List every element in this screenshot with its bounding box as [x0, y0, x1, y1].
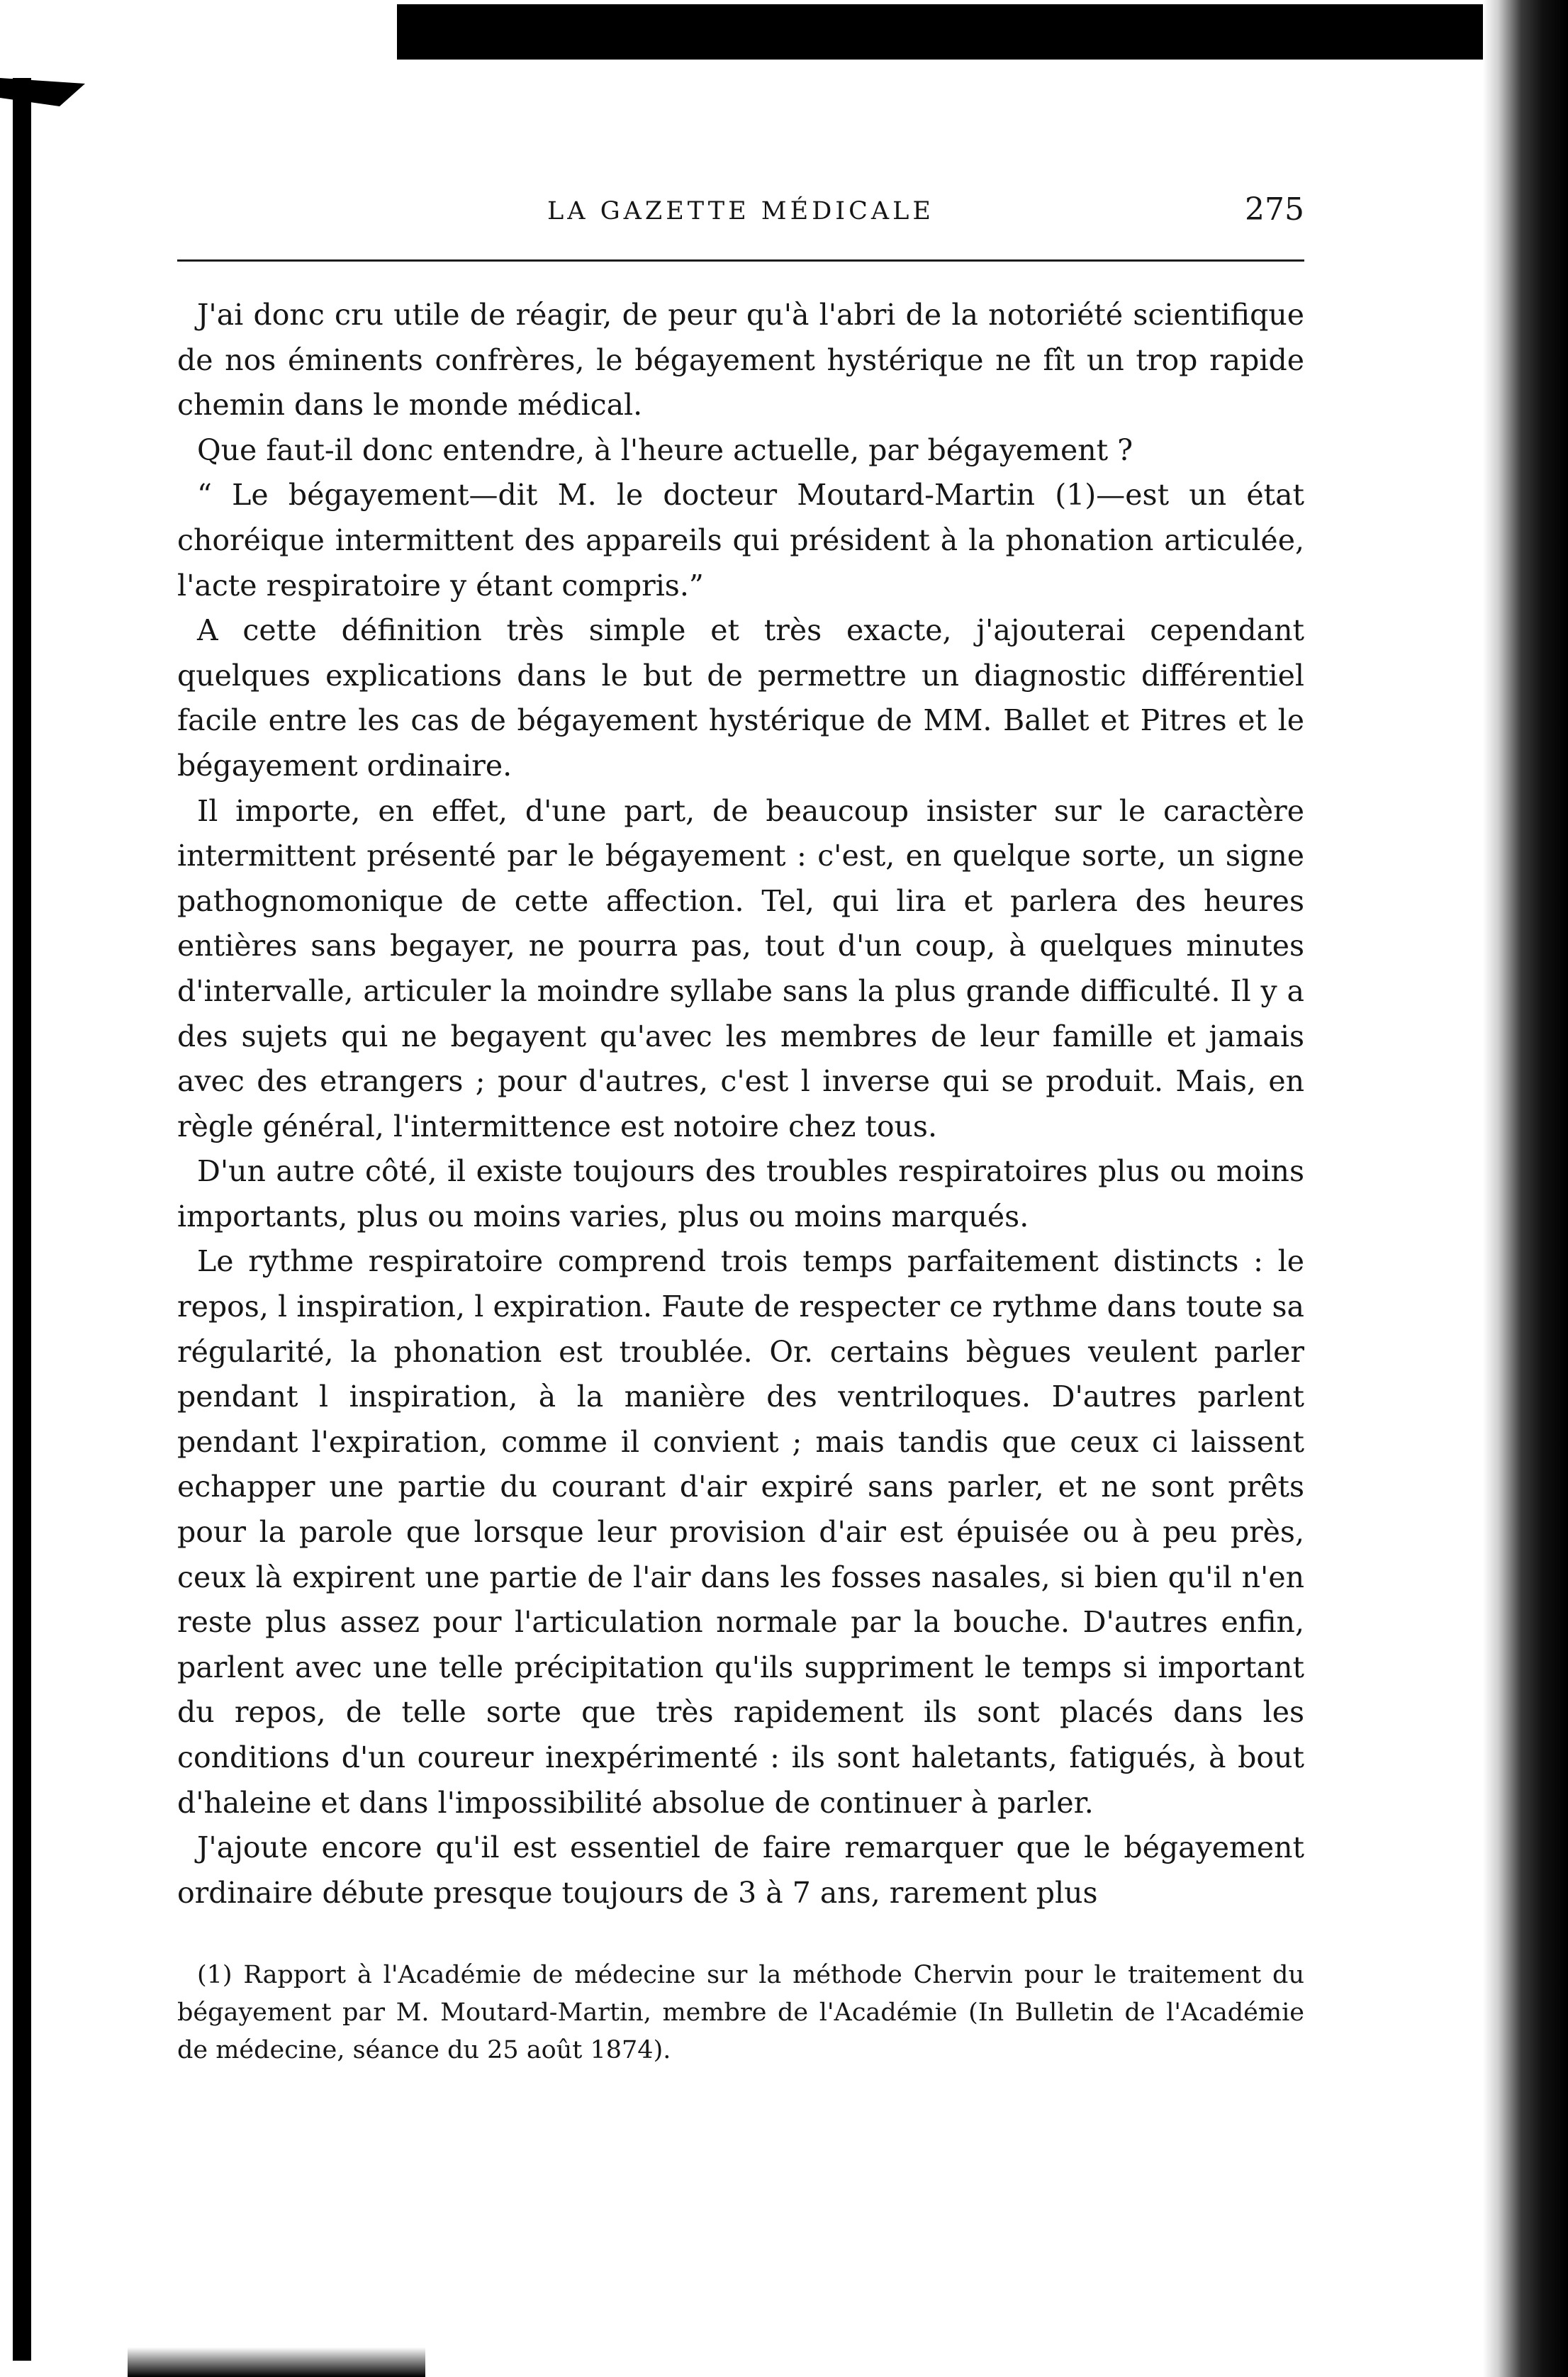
footnote: (1) Rapport à l'Académie de médecine sur la méthode Chervin pour le traitement du bégayement par M. Moutard-Martin, membre de l'Académie (In Bulletin de l'Académie de médecine, séance du 25 août 1874).	[177, 1961, 1304, 2065]
paragraph: A cette définition très simple et très exacte, j'ajouterai cependant quelques explications dans le but de permettre un diagnostic différentiel facile entre les cas de bégayement hystérique de MM. Ballet et Pitres et le bégayement ordinaire.	[177, 613, 1304, 783]
scan-border-bottom	[128, 2347, 425, 2377]
running-header	[177, 191, 1304, 241]
body-text	[177, 293, 1304, 1915]
paragraph: J'ajoute encore qu'il est essentiel de faire remarquer que le bégayement ordinaire débute presque toujours de 3 à 7 ans, rarement plus	[177, 1830, 1304, 1910]
scan-border-top	[397, 4, 1496, 60]
scan-border-right	[1483, 0, 1568, 2377]
paragraph: Le rythme respiratoire comprend trois temps parfaitement distincts : le repos, l inspiration, l expiration. Faute de respecter ce rythme dans toute sa régularité, la phonation est troublée. Or. certains bègues veulent parler pendant l inspiration, à la manière des ventriloques. D'autres parlent pendant l'expiration, comme il convient ; mais tandis que ceux ci laissent echapper une partie du courant d'air expiré sans parler, et ne sont prêts pour la parole que lorsque leur provision d'air est épuisée ou à peu près, ceux là expirent une partie de l'air dans les fosses nasales, si bien qu'il n'en reste plus assez pour l'articulation normale par la bouche. D'autres enfin, parlent avec une telle précipitation qu'ils suppriment le temps si important du repos, de telle sorte que très rapidement ils sont placés dans les conditions d'un coureur inexpérimenté : ils sont haletants, fatigués, à bout d'haleine et dans l'impossibilité absolue de continuer à parler.	[177, 1244, 1304, 1820]
footnotes	[177, 1957, 1304, 2069]
header-rule	[177, 259, 1304, 262]
journal-title: LA GAZETTE MÉDICALE	[547, 197, 934, 225]
paragraph: D'un autre côté, il existe toujours des troubles respiratoires plus ou moins importants, plus ou moins varies, plus ou moins marqués.	[177, 1154, 1304, 1234]
document-page	[177, 191, 1304, 2261]
paragraph: J'ai donc cru utile de réagir, de peur qu'à l'abri de la notoriété scientifique de nos éminents confrères, le bégayement hystérique ne fît un trop rapide chemin dans le monde médical.	[177, 298, 1304, 423]
paragraph: Il importe, en effet, d'une part, de beaucoup insister sur le caractère intermittent présenté par le bégayement : c'est, en quelque sorte, un signe pathognomonique de cette affection. Tel, qui lira et parlera des heures entières sans begayer, ne pourra pas, tout d'un coup, à quelques minutes d'intervalle, articuler la moindre syllabe sans la plus grande difficulté. Il y a des sujets qui ne begayent qu'avec les membres de leur famille et jamais avec des etrangers ; pour d'autres, c'est l inverse qui se produit. Mais, en règle général, l'intermittence est notoire chez tous.	[177, 793, 1304, 1143]
scan-border-left	[13, 78, 31, 2361]
page-number: 275	[1245, 191, 1304, 228]
paragraph: Que faut-il donc entendre, à l'heure actuelle, par bégayement ?	[197, 432, 1133, 467]
paragraph: “ Le bégayement—dit M. le docteur Moutard-Martin (1)—est un état choréique intermittent des appareils qui président à la phonation articulée, l'acte respiratoire y étant compris.”	[177, 478, 1304, 603]
